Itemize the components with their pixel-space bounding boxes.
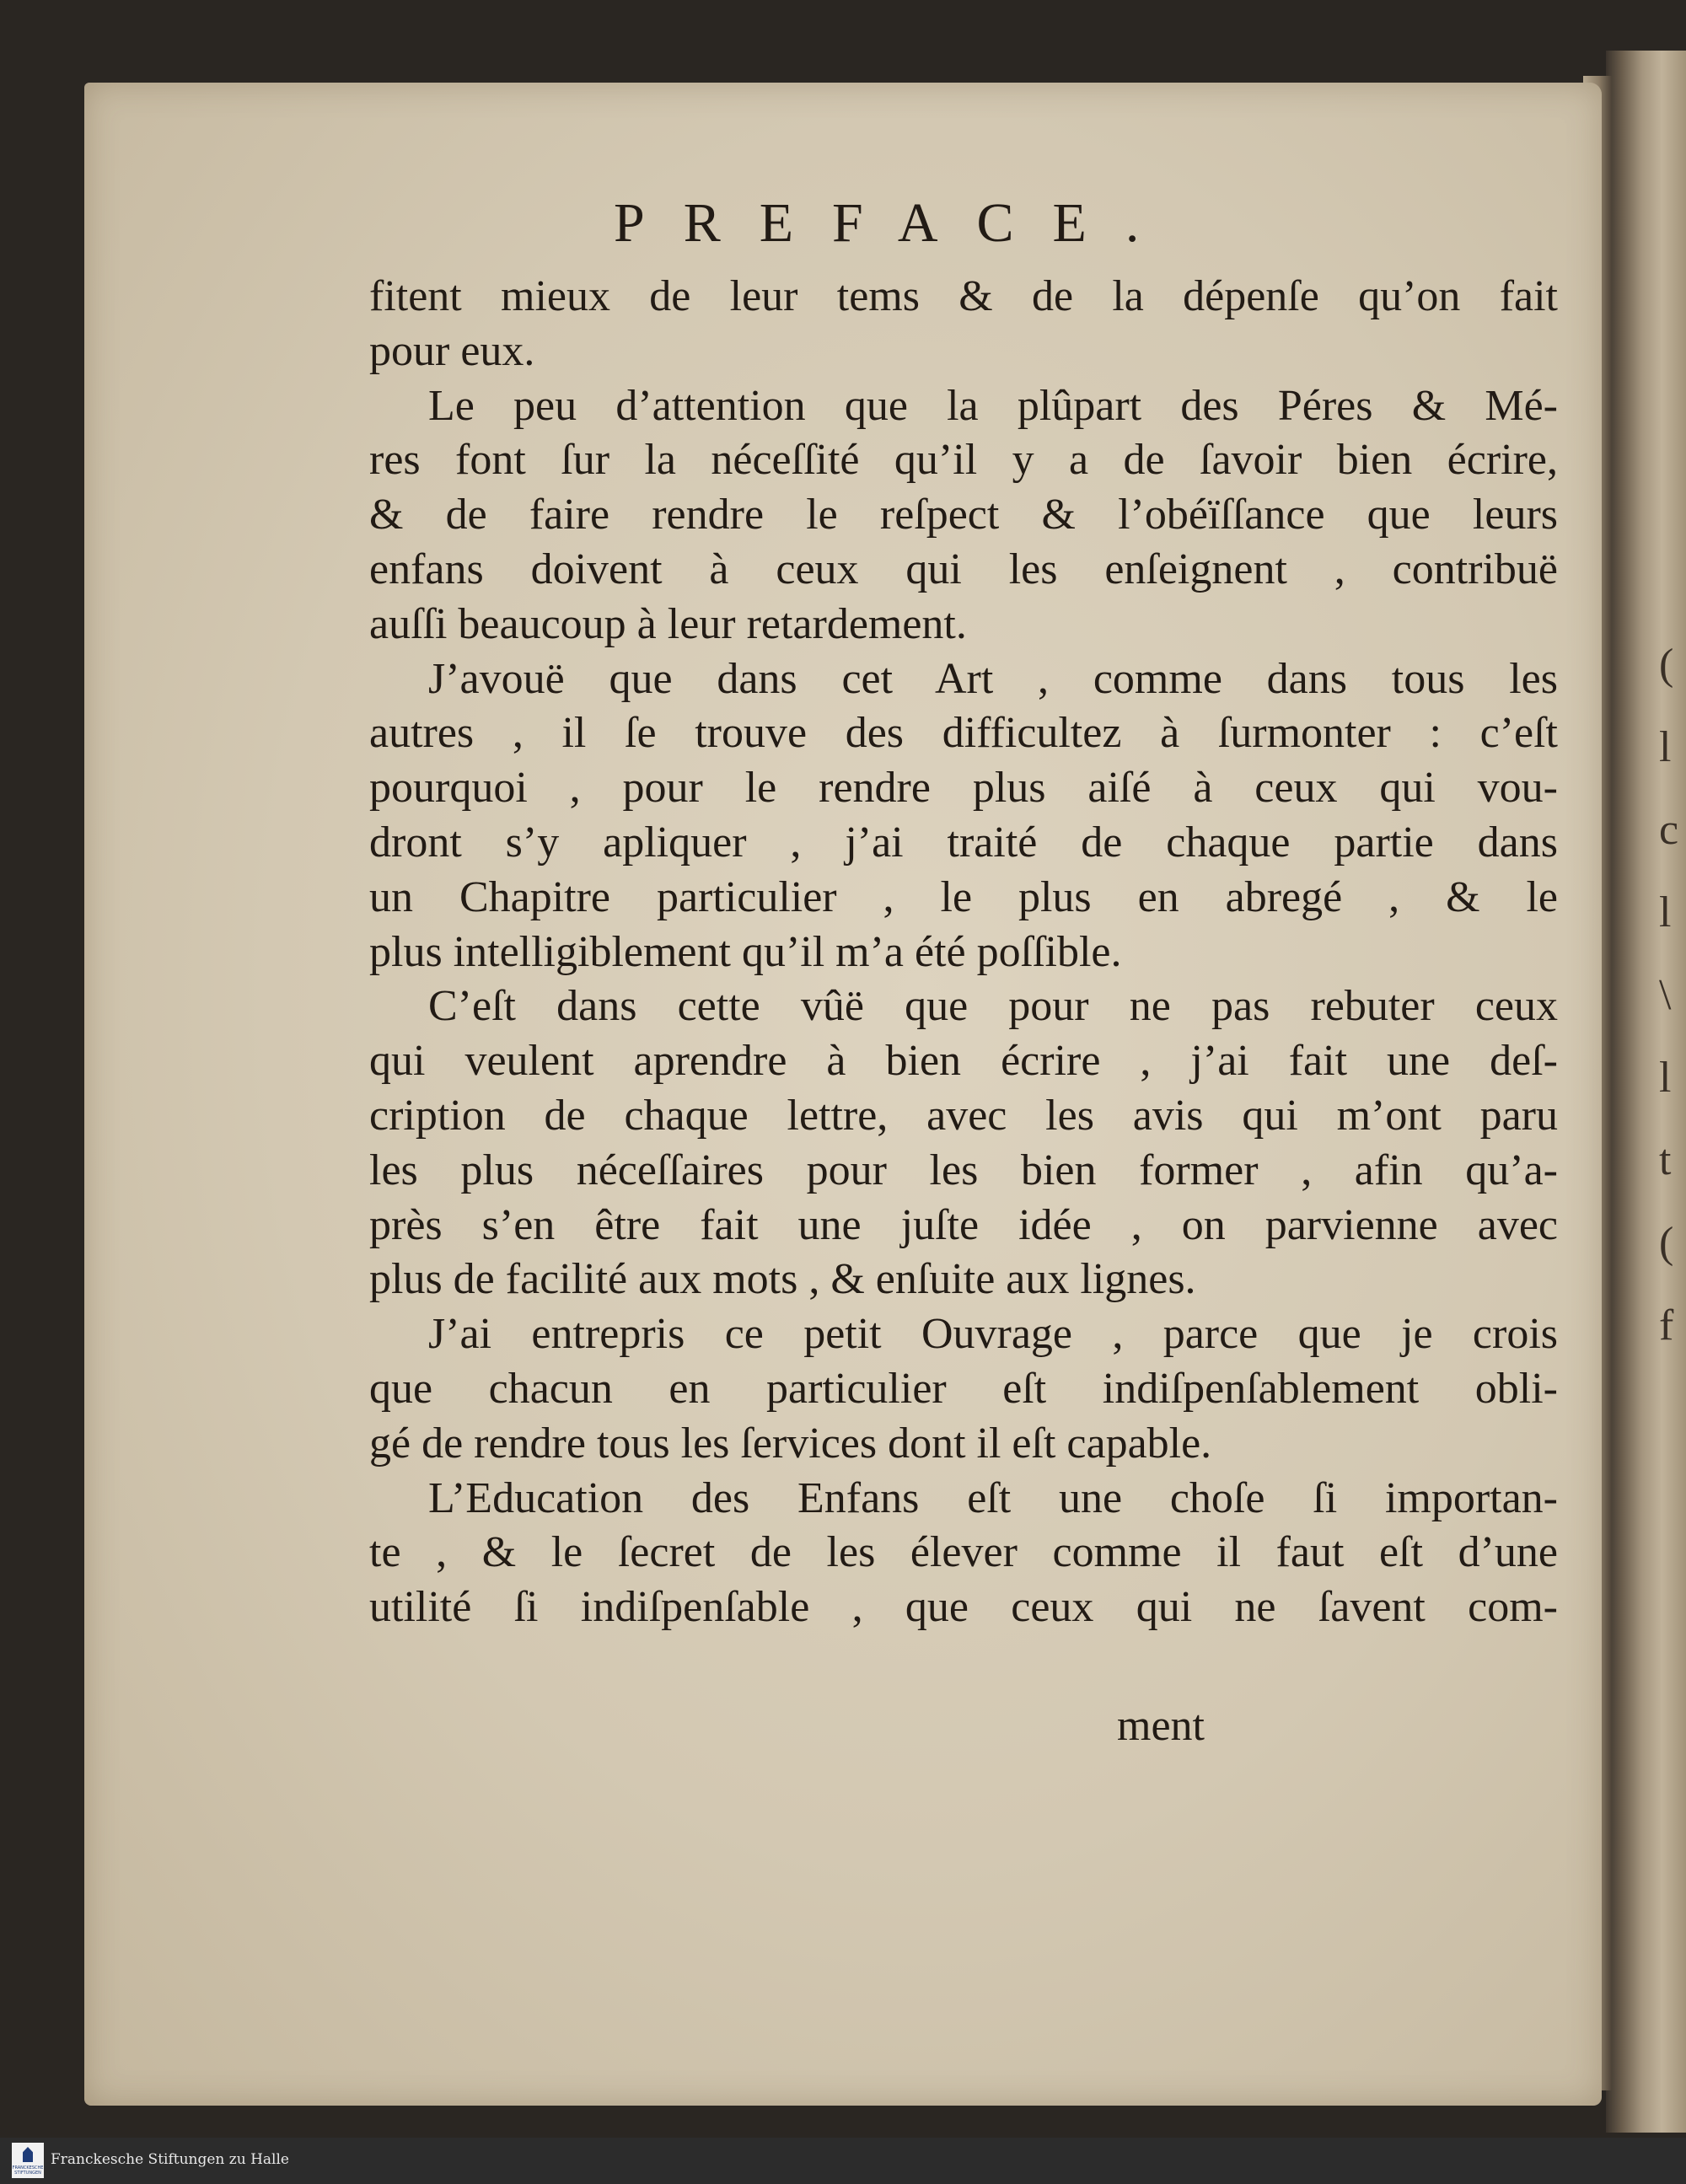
text-line: qui veulent aprendre à bien écrire , j’ai fait une deſ- [369,1037,1558,1085]
text-line: Le peu d’attention que la plûpart des Péres & Mé- [428,382,1558,430]
edge-letter: l [1659,723,1672,771]
text-line: les plus néceſſaires pour les bien former , afin qu’a- [369,1146,1558,1194]
text-line: L’Education des Enfans eſt une choſe ſi importan- [428,1474,1558,1522]
text-line: auſſi beaucoup à leur retardement. [369,600,967,648]
footer-bar [0,2138,1686,2184]
text-line: pour eux. [369,327,535,375]
text-line: fitent mieux de leur tems & de la dépenſe qu’on fait [369,272,1558,320]
edge-letter: ( [1659,641,1674,689]
text-line: & de faire rendre le reſpect & l’obéïſſance que leurs [369,491,1558,539]
footer-credit: Franckesche Stiftungen zu Halle [51,2151,289,2168]
edge-letter: f [1659,1301,1674,1350]
text-line: utilité ſi indiſpenſable , que ceux qui ne ſavent com- [369,1583,1558,1631]
edge-letter: l [1659,888,1672,936]
book-page [84,83,1602,2106]
text-line: J’ai entrepris ce petit Ouvrage , parce que je crois [428,1310,1558,1358]
page-header: PREFACE. [614,192,1179,254]
text-line: C’eſt dans cette vûë que pour ne pas rebuter ceux [428,982,1558,1030]
next-page-edge-letters [1659,624,1684,1367]
edge-letter: ( [1659,1219,1674,1267]
institution-logo-text: FRANCKESCHE STIFTUNGEN [12,2165,44,2176]
text-line: te , & le ſecret de les élever comme il faut eſt d’une [369,1528,1558,1576]
institution-logo-icon [12,2143,44,2178]
edge-letter: t [1659,1136,1672,1184]
text-line: plus intelligiblement qu’il m’a été poſſible. [369,928,1122,976]
text-line: gé de rendre tous les ſervices dont il eſt capable. [369,1419,1212,1468]
edge-letter: c [1659,806,1679,854]
edge-letter: \ [1659,971,1672,1019]
text-line: cription de chaque lettre, avec les avis qui m’ont paru [369,1092,1558,1140]
text-line: pourquoi , pour le rendre plus aiſé à ceux qui vou- [369,764,1558,812]
text-line: plus de facilité aux mots , & enſuite aux lignes. [369,1255,1196,1303]
catchword: ment [1117,1702,1205,1750]
text-line: autres , il ſe trouve des difficultez à ſurmonter : c’eſt [369,709,1558,757]
text-line: enfans doivent à ceux qui les enſeignent , contribuë [369,545,1558,593]
text-line: près s’en être fait une juſte idée , on parvienne avec [369,1201,1558,1249]
text-line: J’avouë que dans cet Art , comme dans tous les [428,655,1558,703]
text-line: que chacun en particulier eſt indiſpenſablement obli- [369,1365,1558,1413]
edge-letter: l [1659,1054,1672,1102]
text-line: un Chapitre particulier , le plus en abregé , & le [369,873,1558,921]
text-line: dront s’y apliquer , j’ai traité de chaque partie dans [369,818,1558,867]
text-line: res font ſur la néceſſité qu’il y a de ſavoir bien écrire, [369,436,1558,484]
